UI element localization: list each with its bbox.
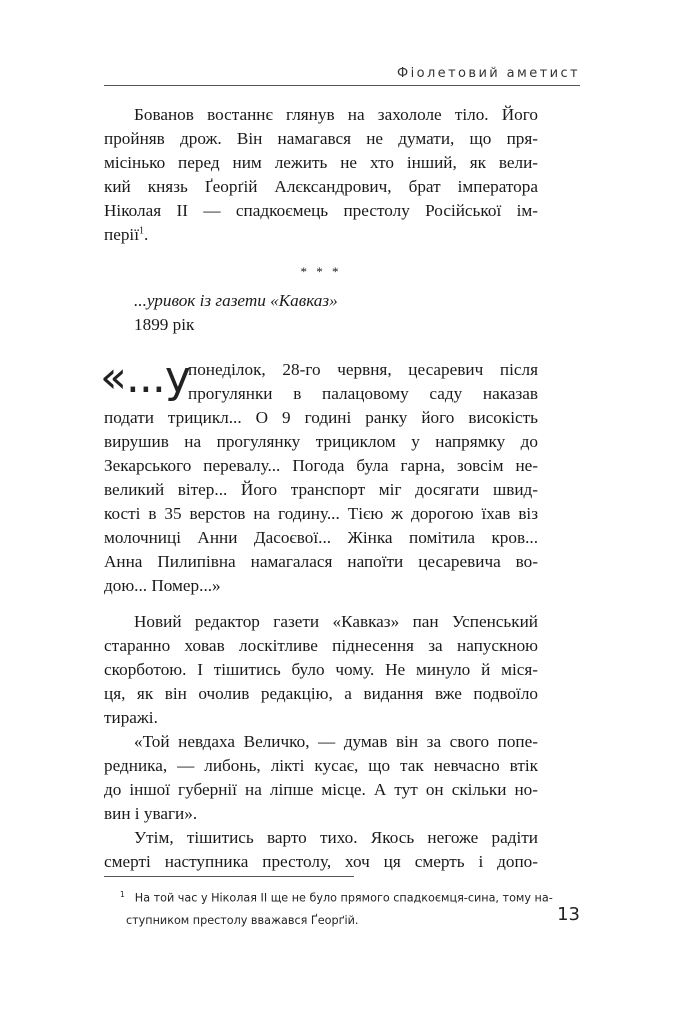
text-fragment: перії — [104, 225, 139, 244]
section-separator: * * * — [300, 264, 342, 279]
paragraph-1 — [104, 103, 538, 247]
text-line: Утім, тішитись варто тихо. Якось негоже радіти — [134, 828, 538, 847]
newspaper-quote — [104, 358, 538, 598]
text-line: скорботою. І тішитись було чому. Не минуло й міся- — [104, 660, 538, 679]
text-line: Ніколая II — спадкоємець престолу Російської ім- — [104, 201, 538, 220]
footnote-reference[interactable]: 1 — [138, 225, 144, 237]
footnote — [104, 884, 553, 932]
text-line: тиражі. — [104, 708, 158, 727]
text-line: Бованов востаннє глянув на захололе тіло. Його — [134, 105, 538, 124]
text-line: пройняв дрож. Він намагався не думати, що пря- — [104, 129, 538, 148]
text-line: вирушив на прогулянку трициклом у напрямку до — [104, 432, 538, 451]
text-line: Зекарського перевалу... Погода була гарна, зовсім не- — [104, 456, 538, 475]
running-head: Фіолетовий аметист — [104, 66, 580, 86]
text-line: кий князь Ґеорґій Алєксандрович, брат імператора — [104, 177, 538, 196]
text-line: до іншої губернії на ліпше місце. А тут он скільки но- — [104, 780, 538, 799]
text-line: старанно ховав лоскітливе піднесення за напускною — [104, 636, 538, 655]
footnote-line: ступником престолу вважався Ґеорґій. — [126, 913, 359, 927]
text-line: дою... Помер...» — [104, 576, 221, 595]
drop-cap: «...у — [100, 352, 190, 403]
text-line: Анна Пилипівна намагалася напоїти цесаревича во- — [104, 552, 538, 571]
text-fragment: . — [143, 225, 149, 244]
text-line: смерті наступника престолу, хоч ця смерть і допо- — [104, 852, 538, 871]
text-line: великий вітер... Його транспорт міг досягати швид- — [104, 480, 538, 499]
footnote-divider — [104, 876, 354, 877]
text-line: Новий редактор газети «Кавказ» пан Успенський — [134, 612, 538, 631]
footnote-line — [104, 884, 553, 910]
text-line: вин і уваги». — [104, 804, 198, 823]
text-line: понеділок, 28-го червня, цесаревич після — [188, 360, 538, 379]
paragraph-2 — [104, 610, 538, 874]
text-line: молочниці Анни Дасоєвої... Жінка помітила кров... — [104, 528, 538, 547]
text-line: місінько перед ним лежить не хто інший, як вели- — [104, 153, 538, 172]
text-line: прогулянки в палацовому саду наказав — [188, 384, 538, 403]
page-number: 13 — [557, 904, 580, 925]
footnote-text: На той час у Ніколая II ще не було прямого спадкоємця-сина, тому на- — [134, 891, 553, 905]
epigraph-year: 1899 рік — [134, 315, 195, 334]
text-line — [104, 223, 538, 247]
text-line: подати трицикл... О 9 годині ранку його високість — [104, 408, 538, 427]
text-line: ця, як він очолив редакцію, а видання вже подвоїло — [104, 684, 538, 703]
epigraph-title: ...уривок із газети «Кавказ» — [134, 291, 338, 310]
text-line: «Той невдаха Величко, — думав він за свого попе- — [134, 732, 538, 751]
footnote-mark: 1 — [120, 890, 125, 899]
text-line: редника, — либонь, лікті кусає, що так невчасно втік — [104, 756, 538, 775]
text-line: кості в 35 верстов на годину... Тією ж дорогою їхав віз — [104, 504, 538, 523]
